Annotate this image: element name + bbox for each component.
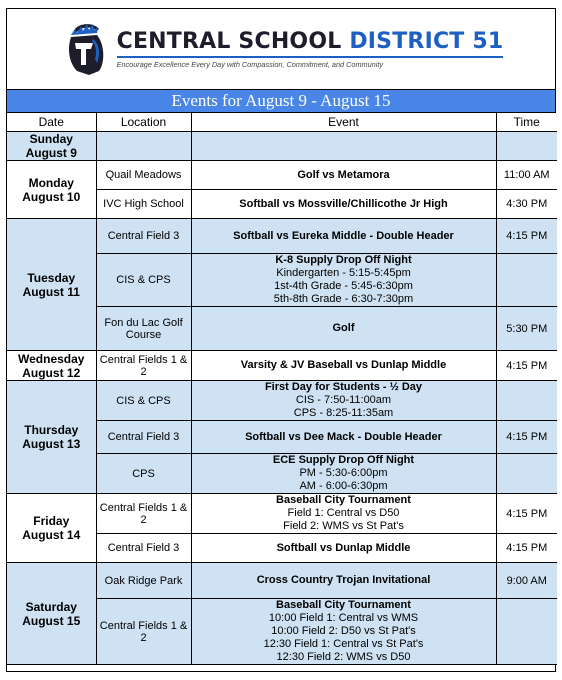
day-date: August 11 xyxy=(22,284,80,299)
district-header xyxy=(7,9,555,89)
event-detail: 10:00 Field 2: D50 vs St Pat's xyxy=(271,625,416,637)
event-cell xyxy=(191,421,496,454)
event-cell xyxy=(191,307,496,351)
district-tagline: Encourage Excellence Every Day with Compassion, Commitment, and Community xyxy=(116,59,384,69)
time-cell xyxy=(496,381,557,421)
table-row xyxy=(7,563,557,599)
event-cell xyxy=(191,351,496,381)
location-cell: Central Field 3 xyxy=(96,534,191,563)
event-title: K-8 Supply Drop Off Night xyxy=(275,254,412,266)
date-cell xyxy=(7,132,96,161)
trojan-helmet-icon xyxy=(59,19,113,79)
district-logo xyxy=(59,19,504,79)
event-cell xyxy=(191,190,496,219)
events-table xyxy=(7,113,557,665)
event-detail: 5th-8th Grade - 6:30-7:30pm xyxy=(273,293,414,305)
title-underline xyxy=(117,56,504,58)
day-name: Monday xyxy=(28,175,74,190)
time-cell xyxy=(496,599,557,665)
events-body xyxy=(7,132,557,665)
schedule-sheet xyxy=(6,8,556,672)
day-name: Friday xyxy=(33,514,70,528)
event-detail: 12:30 Field 2: WMS vs D50 xyxy=(276,651,411,663)
event-cell xyxy=(191,599,496,665)
event-cell xyxy=(191,534,496,563)
date-cell xyxy=(7,161,96,219)
event-cell xyxy=(191,381,496,421)
event-detail: 10:00 Field 1: Central vs WMS xyxy=(268,612,419,624)
time-cell: 9:00 AM xyxy=(496,563,557,599)
day-date: August 14 xyxy=(22,528,81,542)
event-title: Softball vs Dunlap Middle xyxy=(276,541,411,554)
event-cell xyxy=(191,132,496,161)
event-title: First Day for Students - ½ Day xyxy=(264,381,423,393)
event-title: Softball vs Mossville/Chillicothe Jr High xyxy=(239,197,448,210)
day-name: Wednesday xyxy=(18,351,85,366)
week-banner: Events for August 9 - August 15 xyxy=(7,89,555,113)
event-detail: Field 2: WMS vs St Pat's xyxy=(283,520,404,532)
event-title: Varsity & JV Baseball vs Dunlap Middle xyxy=(240,359,447,371)
date-cell xyxy=(7,219,96,351)
date-cell xyxy=(7,351,96,381)
event-detail: CPS - 8:25-11:35am xyxy=(293,407,394,419)
time-cell: 4:15 PM xyxy=(496,219,557,254)
time-cell: 4:15 PM xyxy=(496,494,557,534)
event-title: Golf vs Metamora xyxy=(297,168,390,181)
date-cell xyxy=(7,494,96,563)
location-cell: Quail Meadows xyxy=(96,161,191,190)
time-cell xyxy=(496,132,557,161)
location-cell: Oak Ridge Park xyxy=(96,563,191,599)
location-cell: Central Fields 1 & 2 xyxy=(96,599,191,665)
time-cell: 5:30 PM xyxy=(496,307,557,351)
event-detail: PM - 5:30-6:00pm xyxy=(299,467,388,479)
table-row xyxy=(7,219,557,254)
column-header-event: Event xyxy=(191,113,496,132)
location-cell: Central Fields 1 & 2 xyxy=(96,351,191,381)
event-detail: 12:30 Field 1: Central vs St Pat's xyxy=(263,638,424,650)
district-title: CENTRAL SCHOOL DISTRICT 51 xyxy=(116,28,504,54)
location-cell: Fon du Lac Golf Course xyxy=(96,307,191,351)
table-row xyxy=(7,161,557,190)
location-cell: Central Fields 1 & 2 xyxy=(96,494,191,534)
time-cell: 4:15 PM xyxy=(496,421,557,454)
column-header-time: Time xyxy=(496,113,557,132)
event-title: Baseball City Tournament xyxy=(276,599,411,611)
event-title: ECE Supply Drop Off Night xyxy=(272,454,415,466)
event-cell xyxy=(191,494,496,534)
day-name: Sunday xyxy=(29,132,73,146)
event-detail: 1st-4th Grade - 5:45-6:30pm xyxy=(274,280,413,292)
event-cell xyxy=(191,254,496,307)
location-cell: IVC High School xyxy=(96,190,191,219)
day-name: Thursday xyxy=(24,423,79,437)
time-cell: 4:15 PM xyxy=(496,534,557,563)
event-cell xyxy=(191,454,496,494)
location-cell: Central Field 3 xyxy=(96,421,191,454)
location-cell xyxy=(96,132,191,161)
day-name: Saturday xyxy=(25,599,77,614)
time-cell xyxy=(496,454,557,494)
event-detail: CIS - 7:50-11:00am xyxy=(295,394,392,406)
event-title: Baseball City Tournament xyxy=(276,494,411,506)
day-date: August 15 xyxy=(22,613,81,628)
day-date: August 9 xyxy=(25,146,77,160)
event-title: Cross Country Trojan Invitational xyxy=(256,574,431,586)
column-header-date: Date xyxy=(7,113,96,132)
event-cell xyxy=(191,563,496,599)
location-cell: CIS & CPS xyxy=(96,254,191,307)
time-cell: 11:00 AM xyxy=(496,161,557,190)
location-cell: CIS & CPS xyxy=(96,381,191,421)
time-cell: 4:15 PM xyxy=(496,351,557,381)
table-header-row xyxy=(7,113,557,132)
event-cell xyxy=(191,219,496,254)
event-detail: Kindergarten - 5:15-5:45pm xyxy=(276,267,411,279)
day-date: August 13 xyxy=(22,437,81,451)
event-title: Softball vs Dee Mack - Double Header xyxy=(245,430,442,443)
time-cell: 4:30 PM xyxy=(496,190,557,219)
date-cell xyxy=(7,381,96,494)
table-row xyxy=(7,132,557,161)
day-date: August 12 xyxy=(22,365,81,380)
table-row xyxy=(7,494,557,534)
event-detail: AM - 6:00-6:30pm xyxy=(299,480,388,492)
event-title: Softball vs Eureka Middle - Double Header xyxy=(233,229,454,242)
table-row xyxy=(7,351,557,381)
date-cell xyxy=(7,563,96,665)
location-cell: CPS xyxy=(96,454,191,494)
location-cell: Central Field 3 xyxy=(96,219,191,254)
event-detail: Field 1: Central vs D50 xyxy=(287,507,400,519)
column-header-location: Location xyxy=(96,113,191,132)
event-cell xyxy=(191,161,496,190)
day-name: Tuesday xyxy=(27,270,76,285)
event-title: Golf xyxy=(332,322,355,334)
time-cell xyxy=(496,254,557,307)
table-row xyxy=(7,381,557,421)
day-date: August 10 xyxy=(22,189,81,204)
